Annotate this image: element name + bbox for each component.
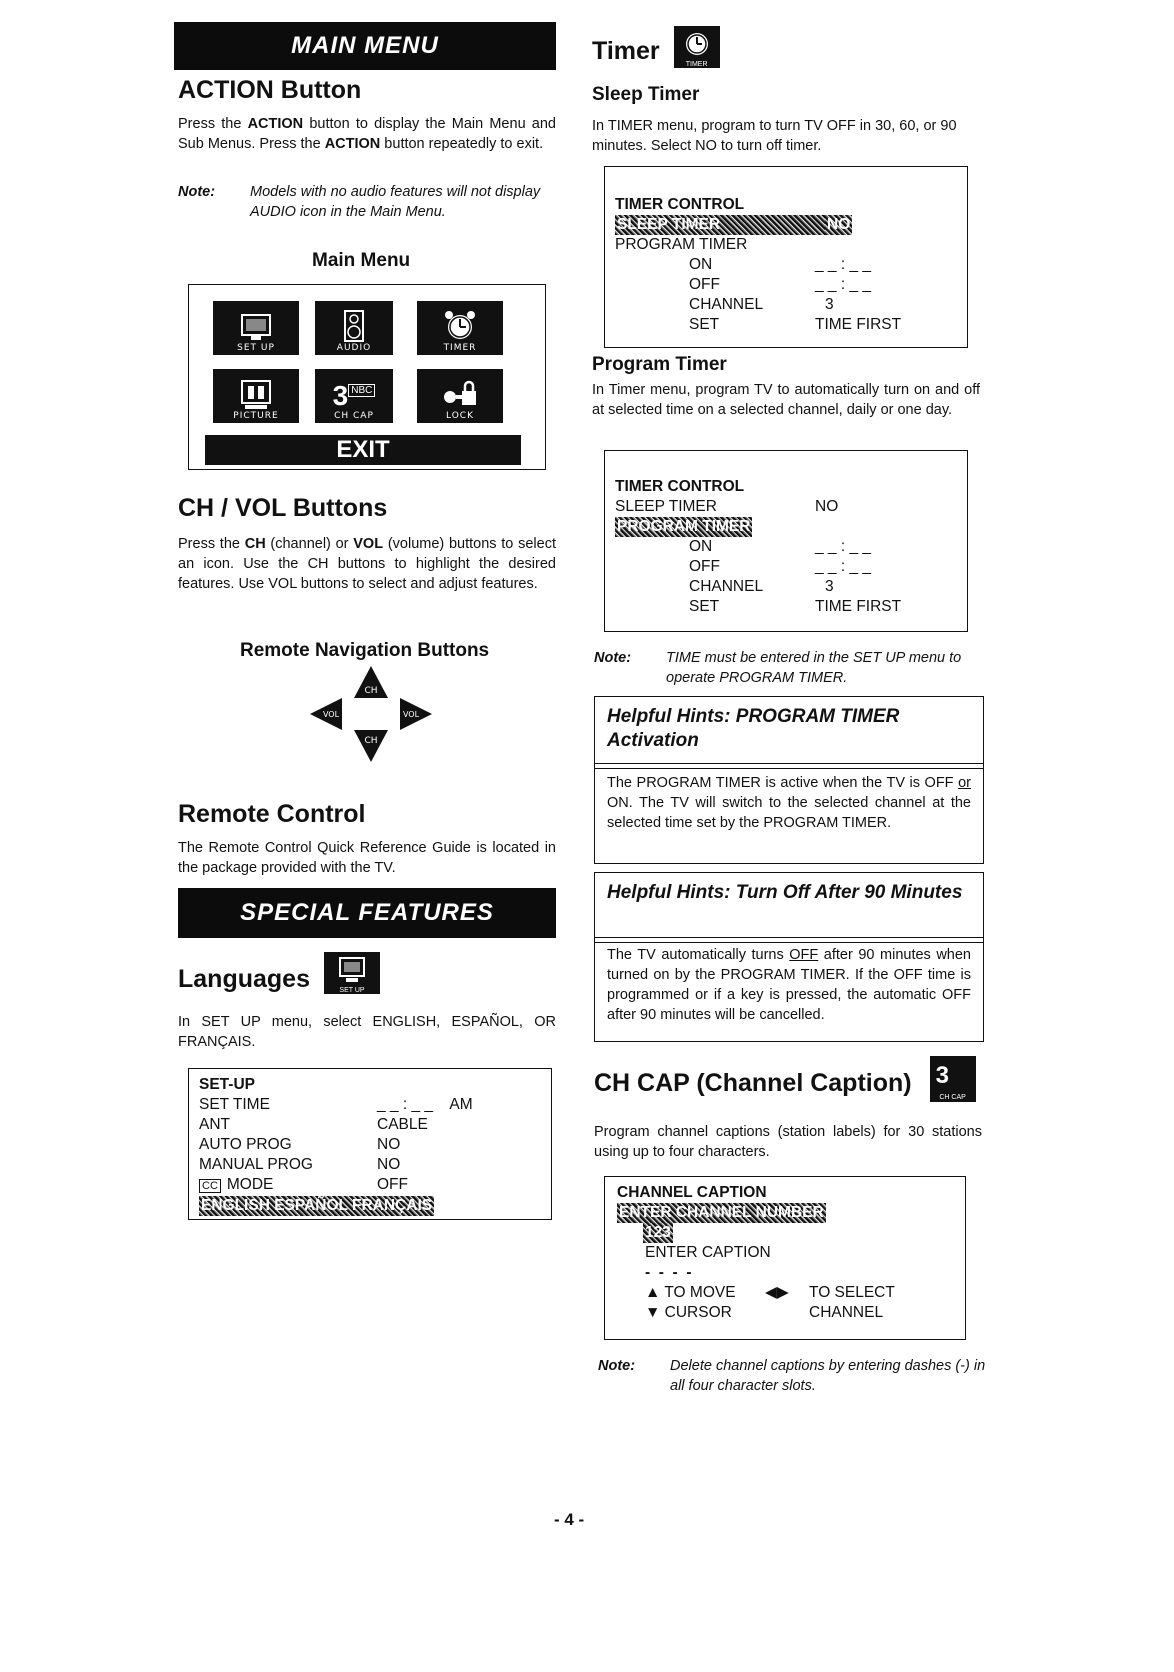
chvol-heading: CH / VOL Buttons [178, 494, 388, 522]
program-timer-heading: Program Timer [592, 354, 727, 375]
exit-label: EXIT [336, 436, 390, 463]
ch-up-button[interactable] [354, 666, 388, 698]
action-note [178, 182, 556, 222]
hint2-body: The TV automatically turns OFF after 90 minutes when turned on by the PROGRAM TIMER. If the OFF time is programmed or if a key is pressed, the automatic OFF after 90 minutes will be cancelled. [607, 947, 971, 1023]
nav-arrows-svg [308, 664, 438, 764]
setup-small-icon [324, 952, 380, 994]
svg-text:CH: CH [364, 736, 378, 746]
chcap-tile[interactable] [315, 369, 393, 423]
setup-row-cc-mode[interactable]: CC MODE OFF [199, 1175, 541, 1196]
vol-left-button[interactable] [310, 698, 342, 730]
setup-row-manual-prog[interactable]: MANUAL PROG NO [199, 1156, 401, 1173]
timer-small-icon [674, 26, 720, 68]
remote-control-text: The Remote Control Quick Reference Guide is located in the package provided with the TV. [178, 840, 556, 876]
chcap-tile-number: 3 [332, 380, 349, 411]
chcap-box-title: CHANNEL CAPTION [617, 1184, 767, 1201]
exit-button[interactable] [205, 435, 521, 465]
chcap-small-icon-label: CH CAP [939, 1094, 966, 1101]
tv-icon [239, 313, 273, 343]
picture-tile[interactable] [213, 369, 299, 423]
hint-program-timer [594, 696, 984, 864]
chcap-small-icon [930, 1056, 976, 1102]
setup-box-title: SET-UP [199, 1076, 255, 1093]
audio-tile-label: AUDIO [336, 343, 372, 353]
special-features-banner-text: SPECIAL FEATURES [240, 899, 494, 926]
timer-box1-row-off[interactable]: OFF _ _ : _ _ [689, 276, 872, 293]
channel-caption-icon: 3 [935, 1062, 949, 1089]
timer-small-icon-label: TIMER [685, 61, 708, 68]
languages-text: In SET UP menu, select ENGLISH, ESPAÑOL, OR FRANÇAIS. [178, 1014, 556, 1050]
sleep-timer-text: In TIMER menu, program to turn TV OFF in 30, 60, or 90 minutes. Select NO to turn off timer. [592, 118, 957, 154]
program-timer-highlight[interactable]: PROGRAM TIMER [617, 518, 751, 535]
picture-tile-label: PICTURE [233, 411, 279, 421]
timer-box2-row-sleep[interactable]: SLEEP TIMER NO [615, 498, 839, 515]
svg-text:VOL: VOL [322, 710, 340, 719]
remote-control-heading: Remote Control [178, 800, 366, 828]
setup-row-auto-prog[interactable]: AUTO PROG NO [199, 1136, 401, 1153]
timer-box1-row-on[interactable]: ON _ _ : _ _ [689, 256, 872, 273]
timer-box1-row-set[interactable]: SET TIME FIRST [689, 316, 902, 333]
note-label: Note: [178, 184, 216, 200]
sleep-timer-highlight[interactable]: SLEEP TIMER NO [617, 216, 851, 233]
languages-heading: Languages [178, 965, 310, 993]
timer-box1-row-channel[interactable]: CHANNEL 3 [689, 296, 834, 313]
action-button-heading: ACTION Button [178, 76, 362, 104]
timer-heading-row [592, 26, 720, 68]
timer-box2-row-set[interactable]: SET TIME FIRST [689, 598, 902, 615]
chcap-instructions-1: ▲ TO MOVE ◀▶ TO SELECT [645, 1284, 895, 1301]
remote-nav-buttons [308, 664, 438, 764]
timer-box2-row-on[interactable]: ON _ _ : _ _ [689, 538, 872, 555]
note-label: Note: [594, 650, 632, 666]
main-menu-title: Main Menu [312, 250, 411, 271]
timer-tile-label: TIMER [443, 343, 477, 353]
chcap-note [598, 1356, 990, 1396]
chcap-heading-row [594, 1056, 976, 1102]
svg-text:CH: CH [364, 686, 378, 696]
chcap-tile-label: CH CAP [334, 411, 374, 421]
caption-slots[interactable]: - - - - [645, 1264, 692, 1281]
lock-tile[interactable] [417, 369, 503, 423]
hint-turn-off-90 [594, 872, 984, 1042]
timer-heading: Timer [592, 37, 660, 65]
remote-nav-title: Remote Navigation Buttons [240, 640, 490, 661]
hint1-title: Helpful Hints: PROGRAM TIMER Activation [607, 706, 900, 751]
note-text: TIME must be entered in the SET UP menu to operate PROGRAM TIMER. [666, 650, 962, 686]
cc-icon: CC [199, 1179, 221, 1193]
svg-text:VOL: VOL [402, 710, 420, 719]
channel-caption-icon [333, 377, 376, 411]
timer-tile[interactable] [417, 301, 503, 355]
sleep-timer-heading: Sleep Timer [592, 84, 700, 105]
timer-box1-title: TIMER CONTROL [615, 196, 745, 213]
hint1-body: The PROGRAM TIMER is active when the TV is OFF or ON. The TV will switch to the selected channel at the selected time set by the PROGRAM TIMER. [607, 775, 971, 831]
main-menu-box [188, 284, 546, 470]
lock-tile-label: LOCK [446, 411, 474, 421]
setup-box [188, 1068, 552, 1220]
action-text: Press the ACTION button to display the Main Menu and Sub Menus. Press the ACTION button repeatedly to exit. [178, 116, 556, 152]
hint2-title: Helpful Hints: Turn Off After 90 Minutes [607, 882, 963, 903]
enter-channel-highlight[interactable]: ENTER CHANNEL NUMBER [619, 1204, 824, 1221]
chcap-text: Program channel captions (station labels) for 30 stations using up to four characters. [594, 1124, 982, 1160]
note-text: Delete channel captions by entering dashes (-) in all four character slots. [670, 1358, 986, 1394]
special-features-banner [178, 888, 556, 938]
alarm-clock-icon [442, 309, 478, 343]
program-timer-text: In Timer menu, program TV to automatically turn on and off at selected time on a selected channel, daily or one day. [592, 382, 980, 418]
timer-control-box-program [604, 450, 968, 632]
left-right-arrows-icon: ◀▶ [765, 1284, 789, 1301]
main-menu-banner-text: MAIN MENU [291, 32, 439, 59]
setup-row-set-time[interactable]: SET TIME _ _ : _ _ AM [199, 1096, 473, 1113]
note-text: Models with no audio features will not display AUDIO icon in the Main Menu. [250, 184, 541, 220]
audio-tile[interactable] [315, 301, 393, 355]
setup-tile[interactable] [213, 301, 299, 355]
chcap-tile-station: NBC [348, 384, 375, 397]
timer-box2-row-channel[interactable]: CHANNEL 3 [689, 578, 834, 595]
chvol-text: Press the CH (channel) or VOL (volume) buttons to select an icon. Use the CH buttons to highlight the desired features. Use VOL buttons to select and adjust features. [178, 536, 556, 592]
ch-down-button[interactable] [354, 730, 388, 762]
timer-note [594, 648, 986, 688]
timer-control-box-sleep [604, 166, 968, 348]
main-menu-banner [174, 22, 556, 70]
picture-icon [239, 379, 273, 411]
enter-caption-label[interactable]: ENTER CAPTION [645, 1244, 771, 1261]
setup-small-icon-label: SET UP [339, 987, 365, 994]
speaker-icon [342, 309, 366, 343]
note-label: Note: [598, 1358, 636, 1374]
lock-icon [440, 379, 480, 411]
chcap-heading: CH CAP (Channel Caption) [594, 1069, 912, 1097]
languages-heading-row [178, 952, 380, 994]
page-number: - 4 - [554, 1510, 585, 1529]
vol-right-button[interactable] [400, 698, 432, 730]
setup-row-ant[interactable]: ANT CABLE [199, 1116, 428, 1133]
channel-number-highlight[interactable]: 123 [645, 1224, 671, 1241]
timer-box2-title: TIMER CONTROL [615, 478, 745, 495]
language-selection-highlight[interactable]: ENGLISH ESPAÑOL FRANÇAIS [201, 1197, 433, 1214]
chcap-instructions-2: ▼ CURSOR CHANNEL [645, 1304, 884, 1321]
channel-caption-box [604, 1176, 966, 1340]
setup-tile-label: SET UP [237, 343, 275, 353]
timer-box2-row-off[interactable]: OFF _ _ : _ _ [689, 558, 872, 575]
program-timer-label[interactable]: PROGRAM TIMER [615, 236, 748, 253]
